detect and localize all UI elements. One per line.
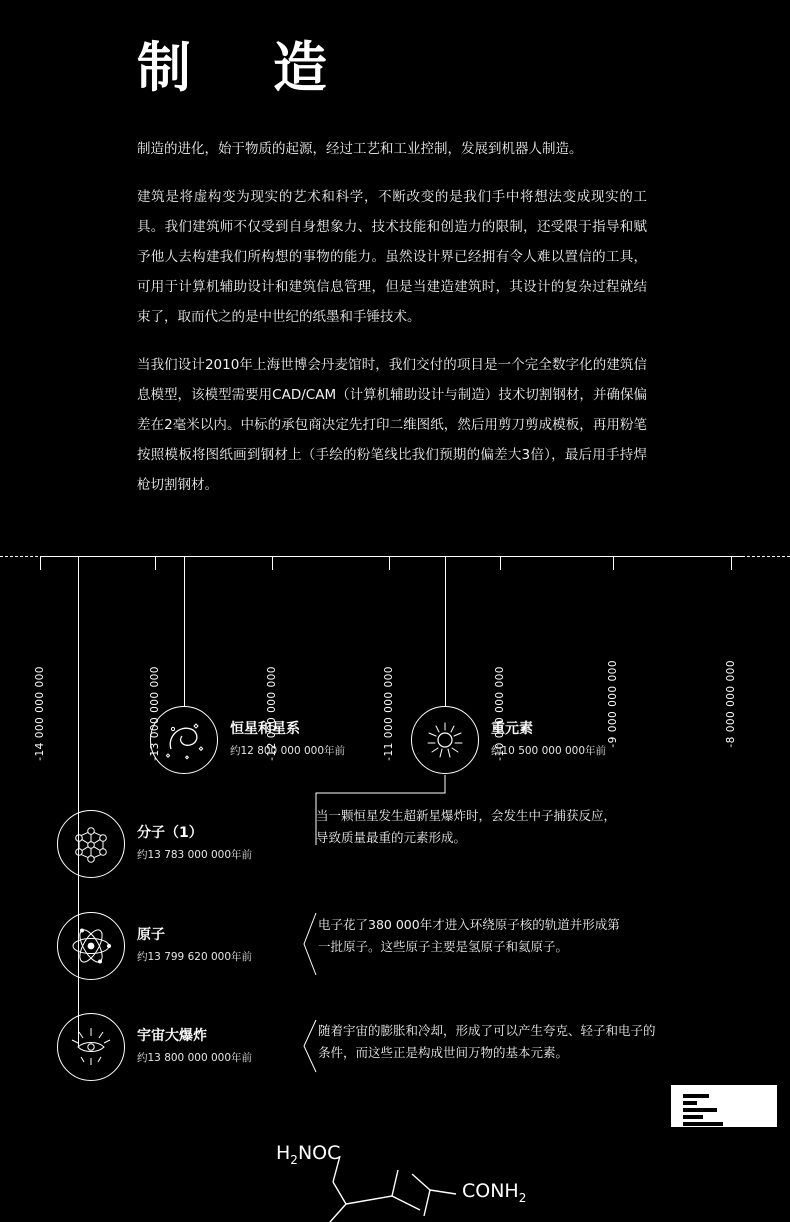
event-date: 约12 800 000 000年前 <box>230 745 345 757</box>
event-date: 约13 800 000 000年前 <box>137 1052 252 1064</box>
badge-bars-icon <box>683 1094 723 1129</box>
galaxy-icon <box>150 706 218 774</box>
page-badge <box>671 1085 777 1127</box>
event-label-group <box>137 822 252 862</box>
event-label-group <box>230 718 345 758</box>
axis-tick <box>40 556 41 570</box>
annotation-atoms: 电子花了380 000年才进入环绕原子核的轨道并形成第一批原子。这些原子主要是氢原子和氦原子。 <box>318 917 620 954</box>
axis-tick-label: -11 000 000 000 <box>383 666 395 761</box>
event-name: 重元素 <box>491 721 533 737</box>
molecule-icon <box>57 810 125 878</box>
axis-tick-label: -12 000 000 000 <box>266 666 278 761</box>
chem-label-right: $CONH_2$ <box>462 1180 527 1205</box>
annotation-big-bang: 随着宇宙的膨胀和冷却，形成了可以产生夸克、轻子和电子的条件，而这些正是构成世间万物的基本元素。 <box>318 1023 656 1060</box>
paragraph-2: 建筑是将虚构变为现实的艺术和科学，不断改变的是我们手中将想法变成现实的工具。我们建筑师不仅受到自身想象力、技术技能和创造力的限制，还受限于指导和赋予他人去构建我们所构想的事物的能力。虽然设计界已经拥有令人难以置信的工具，可用于计算机辅助设计和建筑信息管理，但是当建造建筑时，其设计的复杂过程就结束了，取而代之的是中世纪的纸墨和手锤技术。 <box>137 189 647 325</box>
event-name: 分子（1） <box>137 825 203 841</box>
axis-solid-line <box>40 556 745 557</box>
big-bang-icon <box>57 1013 125 1081</box>
annotation-heavy-elements: 当一颗恒星发生超新星爆炸时，会发生中子捕获反应，导致质量最重的元素形成。 <box>316 808 617 845</box>
axis-tick <box>155 556 156 570</box>
axis-tick-label: -13 000 000 000 <box>149 666 161 761</box>
axis-tick <box>389 556 390 570</box>
page-title: 制 造 <box>137 36 341 99</box>
atom-icon <box>57 912 125 980</box>
axis-tick <box>613 556 614 570</box>
event-label-group <box>137 924 252 964</box>
axis-tick-label: -10 000 000 000 <box>494 666 506 761</box>
axis-tick-label: -8 000 000 000 <box>725 660 737 748</box>
axis-tick <box>731 556 732 570</box>
axis-tick <box>500 556 501 570</box>
chem-label-left: $H_2NOC$ <box>276 1142 341 1167</box>
timeline-spine-heavy <box>445 556 446 706</box>
event-date: 约13 799 620 000年前 <box>137 951 252 963</box>
supernova-icon <box>411 706 479 774</box>
paragraph-1: 制造的进化，始于物质的起源，经过工艺和工业控制，发展到机器人制造。 <box>137 141 583 157</box>
event-name: 宇宙大爆炸 <box>137 1028 207 1044</box>
event-date: 约13 783 000 000年前 <box>137 849 252 861</box>
timeline-spine-stars <box>184 556 185 706</box>
paragraph-3: 当我们设计2010年上海世博会丹麦馆时，我们交付的项目是一个完全数字化的建筑信息模型，该模型需要用CAD/CAM（计算机辅助设计与制造）技术切割钢材，并确保偏差在2毫米以内。中标的承包商决定先打印二维图纸，然后用剪刀剪成模板，再用粉笔按照模板将图纸画到钢材上（手绘的粉笔线比我们预期的偏差大3倍），最后用手持焊枪切割钢材。 <box>137 357 647 493</box>
event-label-group <box>491 718 606 758</box>
event-name: 原子 <box>137 927 165 943</box>
event-label-group <box>137 1025 252 1065</box>
axis-tick <box>272 556 273 570</box>
event-name: 恒星和星系 <box>230 721 300 737</box>
body-text <box>137 134 647 518</box>
event-date: 约10 500 000 000年前 <box>491 745 606 757</box>
axis-tick-label: -9 000 000 000 <box>607 660 619 748</box>
axis-tick-label: -14 000 000 000 <box>34 666 46 761</box>
chemical-structure <box>0 1130 790 1222</box>
